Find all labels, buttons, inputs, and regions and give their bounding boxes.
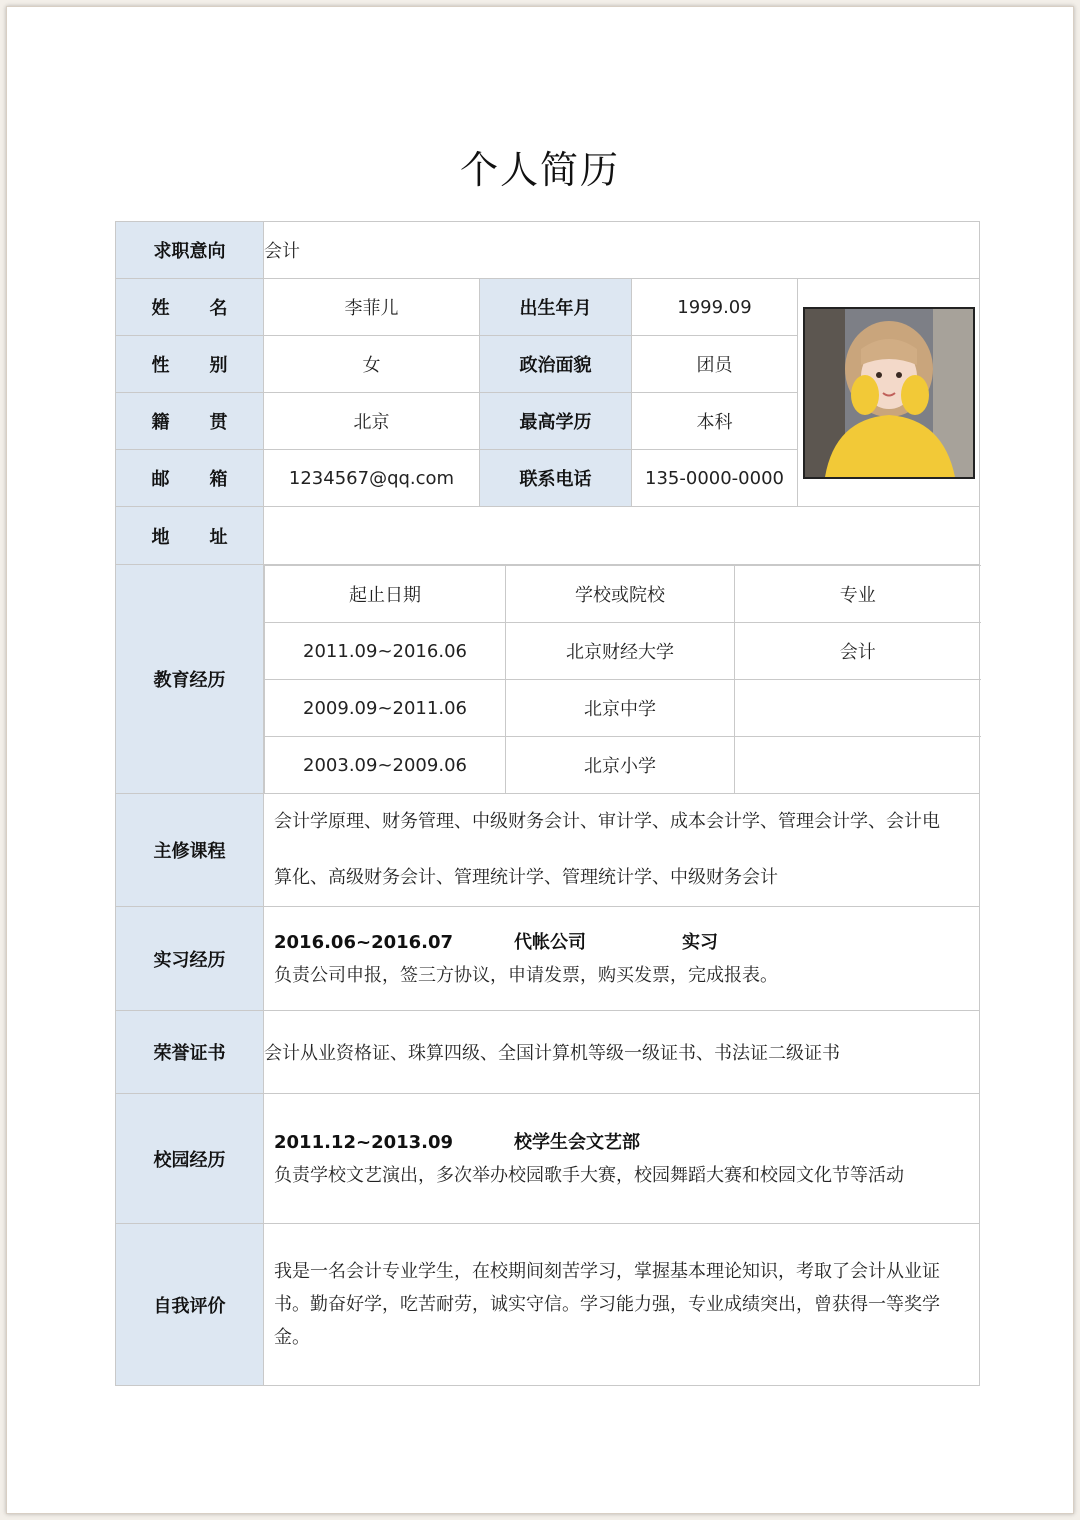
self-eval-label: 自我评价 <box>116 1224 264 1386</box>
gender-label: 性 别 <box>116 336 264 393</box>
page-title: 个人简历 <box>459 148 620 192</box>
edu-school: 北京财经大学 <box>506 623 735 680</box>
table-row <box>265 680 981 737</box>
address-label: 地 址 <box>116 507 264 565</box>
edu-dates: 2003.09~2009.06 <box>265 737 506 794</box>
honors-value: 会计从业资格证、珠算四级、全国计算机等级一级证书、书法证二级证书 <box>264 1011 980 1094</box>
internship-desc: 负责公司申报，签三方协议，申请发票，购买发票，完成报表。 <box>274 964 778 986</box>
education-label: 教育经历 <box>116 565 264 794</box>
degree-label: 最高学历 <box>480 393 632 450</box>
courses-value <box>264 794 980 907</box>
job-intent-label: 求职意向 <box>116 222 264 279</box>
internship-period: 2016.06~2016.07 <box>274 931 454 953</box>
self-eval-line-2: 书。勤奋好学，吃苦耐劳，诚实守信。学习能力强，专业成绩突出，曾获得一等奖学 <box>274 1294 940 1315</box>
profile-photo <box>803 307 975 479</box>
resume-table <box>115 221 980 1386</box>
edu-school: 北京小学 <box>506 737 735 794</box>
political-value: 团员 <box>632 336 798 393</box>
gender-value: 女 <box>264 336 480 393</box>
campus-label: 校园经历 <box>116 1094 264 1224</box>
email-label: 邮 箱 <box>116 450 264 507</box>
resume-page <box>6 6 1074 1514</box>
origin-value: 北京 <box>264 393 480 450</box>
name-label: 姓 名 <box>116 279 264 336</box>
birth-value: 1999.09 <box>632 279 798 336</box>
education-block <box>264 565 980 794</box>
table-row <box>265 737 981 794</box>
edu-school: 北京中学 <box>506 680 735 737</box>
edu-major: 会计 <box>735 623 981 680</box>
campus-org: 校学生会文艺部 <box>514 1131 640 1153</box>
edu-dates: 2011.09~2016.06 <box>265 623 506 680</box>
origin-label: 籍 贯 <box>116 393 264 450</box>
campus-value <box>264 1094 980 1224</box>
name-value: 李菲儿 <box>264 279 480 336</box>
edu-major <box>735 680 981 737</box>
education-table <box>264 565 981 793</box>
campus-period: 2011.12~2013.09 <box>274 1131 454 1153</box>
edu-header-dates: 起止日期 <box>265 566 506 623</box>
self-eval-line-3: 金。 <box>274 1327 310 1348</box>
courses-label: 主修课程 <box>116 794 264 907</box>
campus-desc: 负责学校文艺演出，多次举办校园歌手大赛，校园舞蹈大赛和校园文化节等活动 <box>274 1164 904 1186</box>
address-value <box>264 507 980 565</box>
internship-company: 代帐公司 <box>514 931 586 953</box>
degree-value: 本科 <box>632 393 798 450</box>
courses-line-1: 会计学原理、财务管理、中级财务会计、审计学、成本会计学、管理会计学、会计电 <box>274 811 940 832</box>
edu-dates: 2009.09~2011.06 <box>265 680 506 737</box>
edu-header-major: 专业 <box>735 566 981 623</box>
courses-line-2: 算化、高级财务会计、管理统计学、管理统计学、中级财务会计 <box>274 867 778 888</box>
honors-label: 荣誉证书 <box>116 1011 264 1094</box>
self-eval-line-1: 我是一名会计专业学生，在校期间刻苦学习，掌握基本理论知识，考取了会计从业证 <box>274 1261 940 1282</box>
phone-label: 联系电话 <box>480 450 632 507</box>
phone-value: 135-0000-0000 <box>632 450 798 507</box>
political-label: 政治面貌 <box>480 336 632 393</box>
table-row <box>265 623 981 680</box>
internship-label: 实习经历 <box>116 907 264 1011</box>
job-intent-value: 会计 <box>264 222 980 279</box>
birth-label: 出生年月 <box>480 279 632 336</box>
photo-cell <box>798 279 980 507</box>
self-eval-value <box>264 1224 980 1386</box>
email-value: 1234567@qq.com <box>264 450 480 507</box>
internship-role: 实习 <box>682 931 718 953</box>
internship-value <box>264 907 980 1011</box>
edu-header-school: 学校或院校 <box>506 566 735 623</box>
edu-major <box>735 737 981 794</box>
portrait-image <box>805 309 973 477</box>
